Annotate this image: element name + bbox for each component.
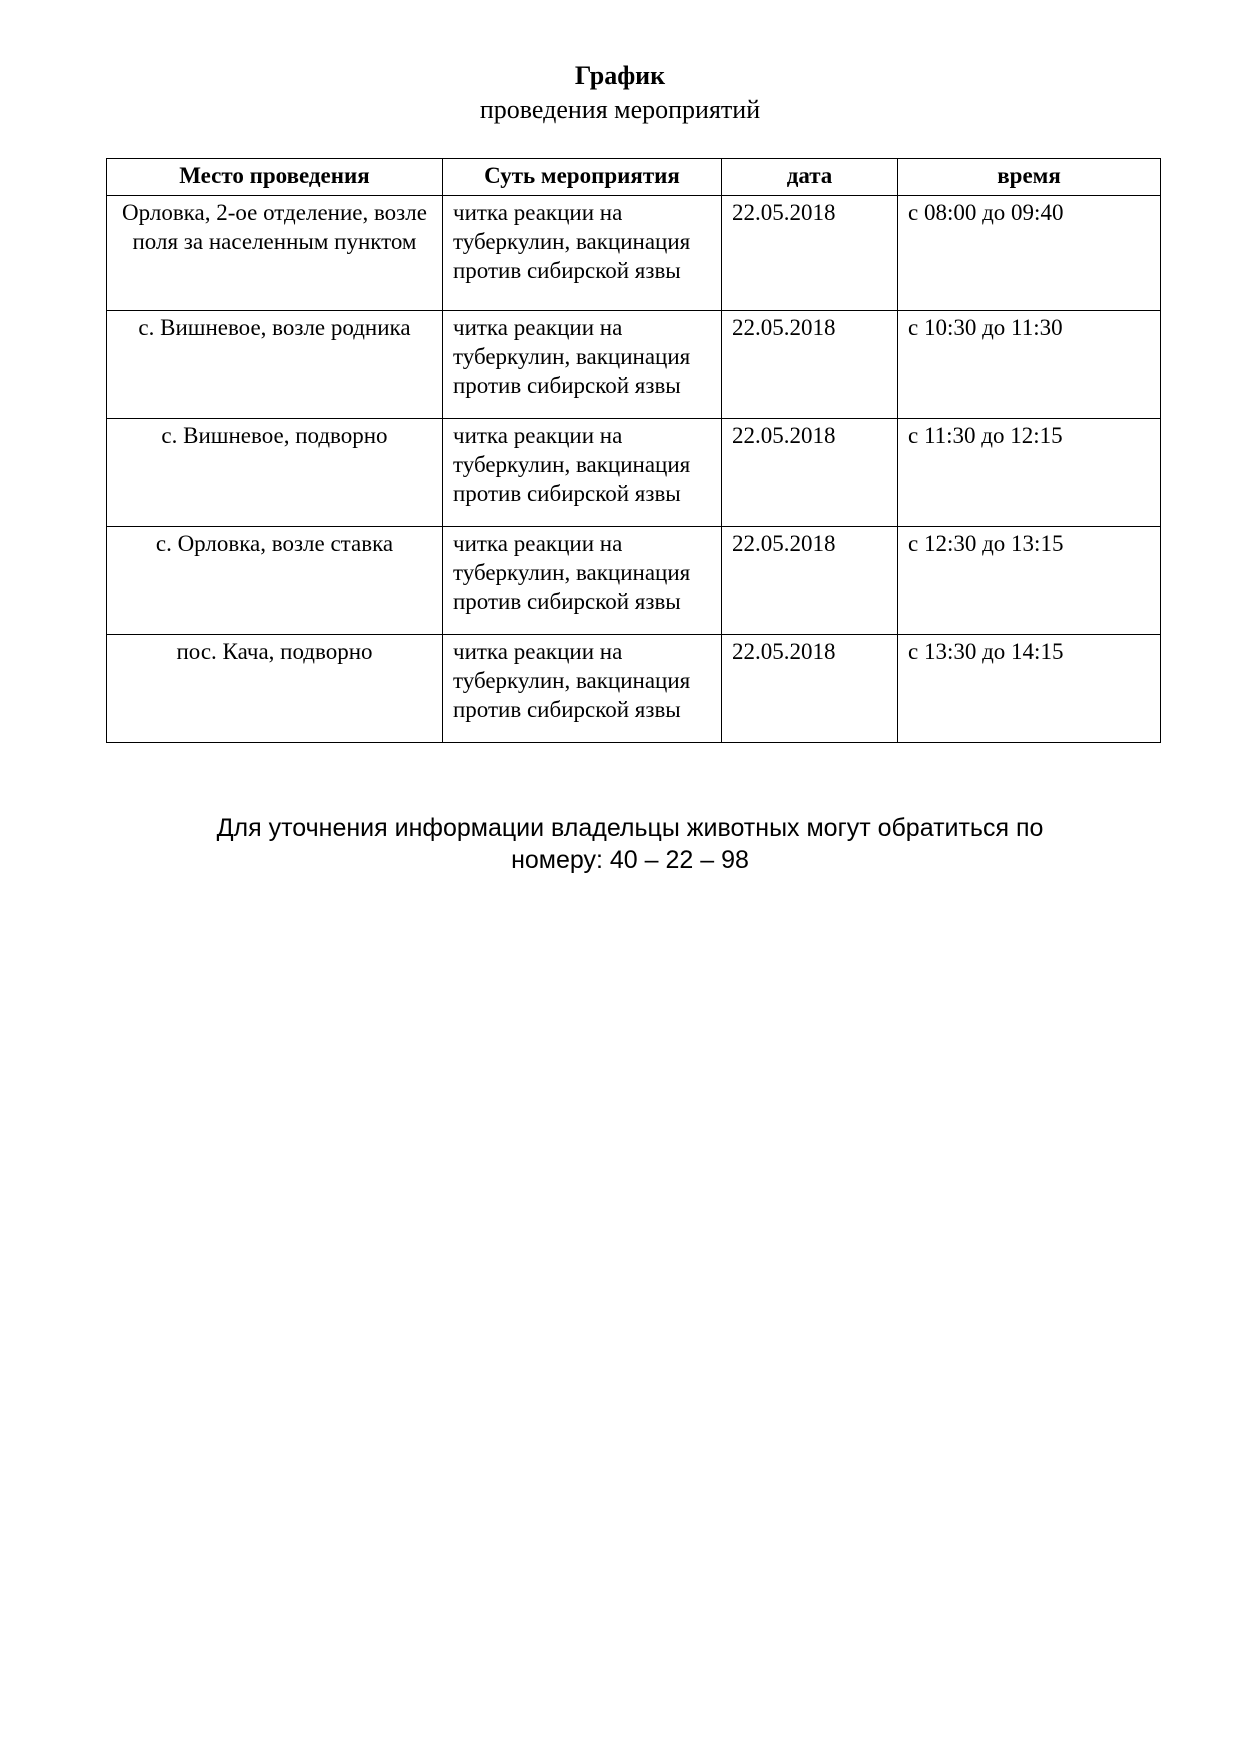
table-header-row	[107, 159, 1161, 196]
contact-note-line2: номеру: 40 – 22 – 98	[511, 846, 749, 874]
header-time: время	[898, 159, 1161, 196]
header-essence: Суть мероприятия	[443, 159, 722, 196]
table-row	[107, 419, 1161, 527]
table-row	[107, 196, 1161, 311]
schedule-table	[106, 158, 1161, 743]
page-title: График	[574, 61, 666, 90]
cell-place: с. Вишневое, подворно	[107, 419, 443, 527]
cell-essence: читка реакции на туберкулин, вакцинация против сибирской язвы	[443, 311, 722, 419]
table-row	[107, 311, 1161, 419]
contact-note	[0, 812, 1240, 876]
table-row	[107, 527, 1161, 635]
cell-date: 22.05.2018	[722, 635, 898, 743]
cell-place: с. Орловка, возле ставка	[107, 527, 443, 635]
cell-place: с. Вишневое, возле родника	[107, 311, 443, 419]
table-row	[107, 635, 1161, 743]
cell-date: 22.05.2018	[722, 196, 898, 311]
cell-essence: читка реакции на туберкулин, вакцинация против сибирской язвы	[443, 196, 722, 311]
cell-time: с 08:00 до 09:40	[898, 196, 1161, 311]
cell-time: с 10:30 до 11:30	[898, 311, 1161, 419]
page-subtitle: проведения мероприятий	[479, 95, 761, 124]
cell-essence: читка реакции на туберкулин, вакцинация против сибирской язвы	[443, 419, 722, 527]
contact-note-line1: Для уточнения информации владельцы животных могут обратиться по	[216, 814, 1044, 842]
cell-date: 22.05.2018	[722, 419, 898, 527]
cell-date: 22.05.2018	[722, 311, 898, 419]
cell-time: с 11:30 до 12:15	[898, 419, 1161, 527]
header-place: Место проведения	[107, 159, 443, 196]
cell-time: с 12:30 до 13:15	[898, 527, 1161, 635]
cell-place: Орловка, 2-ое отделение, возле поля за населенным пунктом	[107, 196, 443, 311]
cell-place: пос. Кача, подворно	[107, 635, 443, 743]
cell-essence: читка реакции на туберкулин, вакцинация против сибирской язвы	[443, 527, 722, 635]
cell-date: 22.05.2018	[722, 527, 898, 635]
cell-essence: читка реакции на туберкулин, вакцинация против сибирской язвы	[443, 635, 722, 743]
cell-time: с 13:30 до 14:15	[898, 635, 1161, 743]
header-date: дата	[722, 159, 898, 196]
